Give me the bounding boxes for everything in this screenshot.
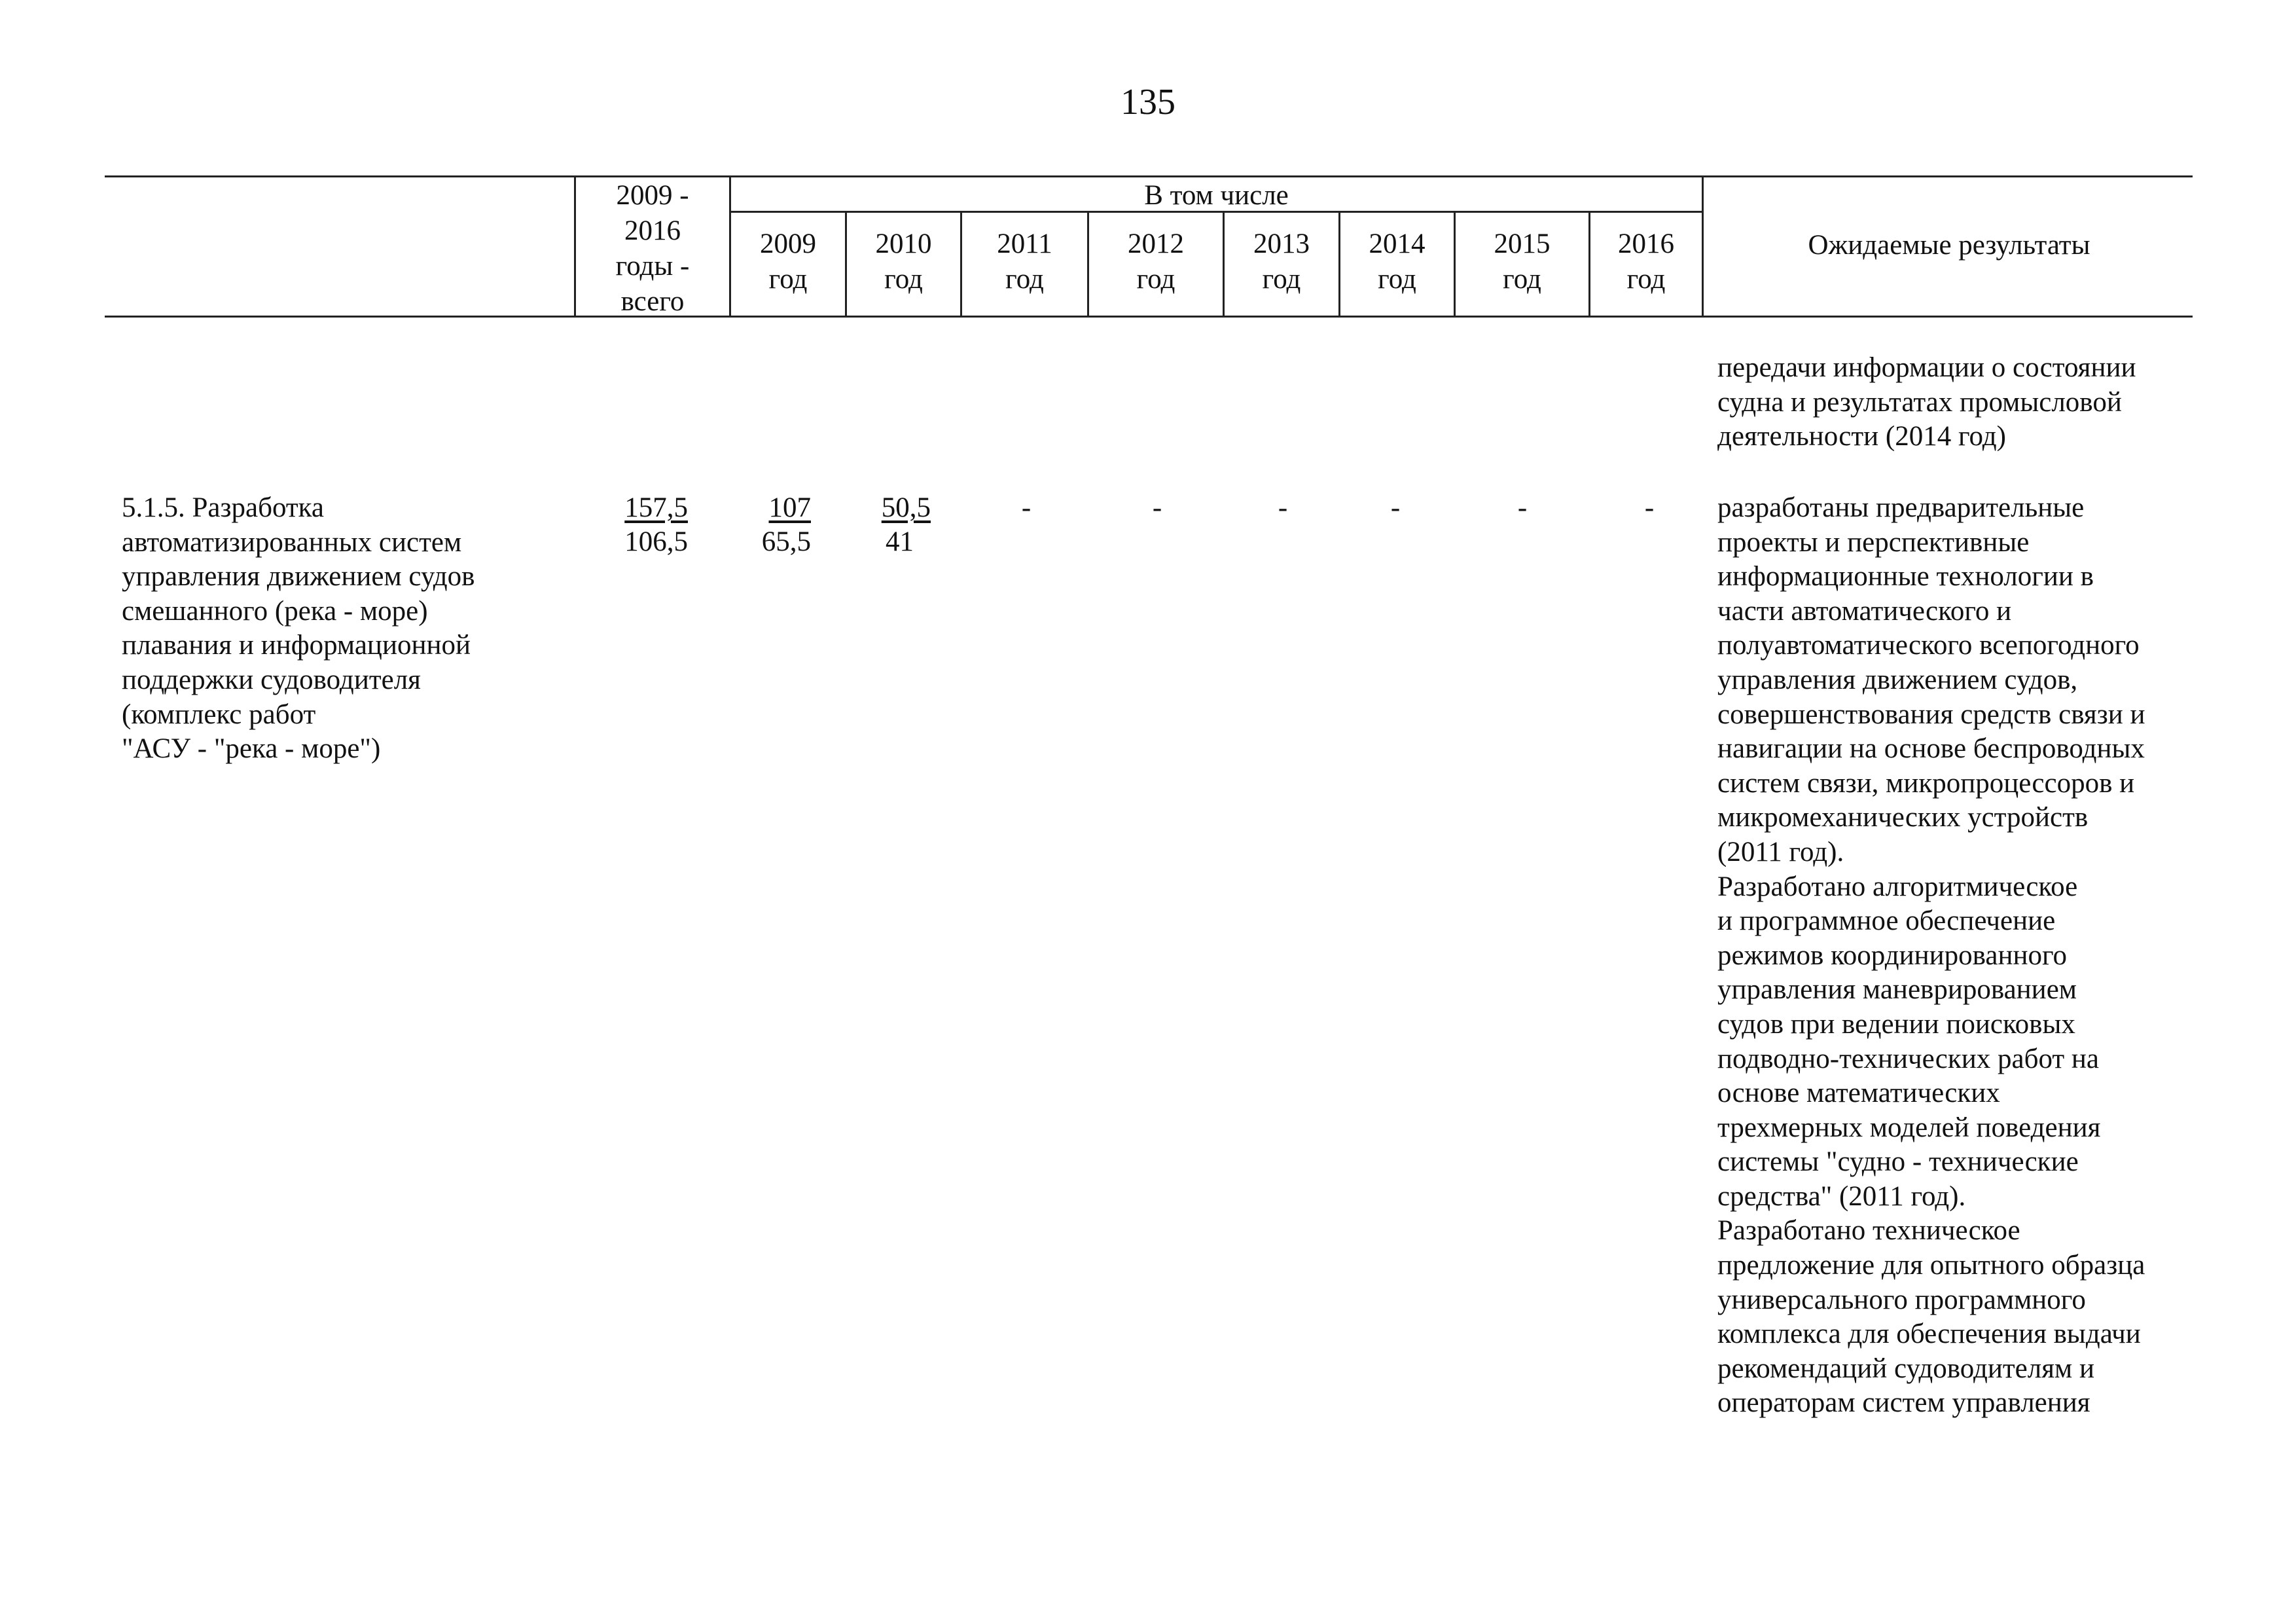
total-federal-value: 157,5: [624, 492, 688, 523]
measure-title: 5.1.5. Разработка автоматизированных систем управления движением судов смешанного (река - море) плавания и информационной поддержки судоводителя (комплекс работ "АСУ - "река - море"): [122, 492, 475, 765]
year-unit: год: [1136, 264, 1175, 295]
y2011-dash: -: [1021, 492, 1031, 523]
year-value: 2011: [997, 228, 1052, 259]
y2014-dash: -: [1390, 492, 1401, 523]
expected-results: разработаны предварительные проекты и перспективные информационные технологии в части автоматического и полуавтоматического всепогодного управления движением судов, совершенствования средств связи и навигации на основе беспроводных систем связи, микропроцессоров и микромеханических устройств (2011 год). Разработано алгоритмическое и программное обеспечение режимов координированного управления маневрированием судов при ведении поисковых подводно-технических работ на основе математических трехмерных моделей поведения системы "судно - технические средства" (2011 год). Разработано техническое предложение для опытного образца универсального программного комплекса для обеспечения выдачи рекомендаций судоводителям и операторам систем управления: [1717, 492, 2145, 1419]
y2010-federal-value: 50,5: [881, 492, 931, 523]
results-header: Ожидаемые результаты: [1808, 230, 2090, 261]
total-header: 2009 - 2016 годы - всего: [615, 180, 690, 317]
y2013-dash: -: [1278, 492, 1288, 523]
page-number: 135: [1121, 82, 1175, 122]
y2009-federal-value: 107: [768, 492, 811, 523]
y2009-secondary-value: 65,5: [761, 526, 811, 557]
year-header-2011: [962, 227, 1087, 297]
y2015-dash: -: [1517, 492, 1528, 523]
including-header: В том числе: [1144, 180, 1289, 211]
year-header-2012: [1089, 227, 1223, 297]
year-value: 2010: [875, 228, 932, 259]
year-unit: год: [768, 264, 808, 295]
year-header-2016: [1590, 227, 1702, 297]
year-unit: год: [1378, 264, 1416, 295]
results-continuation: передачи информации о состоянии судна и результатах промысловой деятельности (2014 год): [1717, 352, 2136, 452]
year-value: 2012: [1128, 228, 1184, 259]
total-secondary-value: 106,5: [624, 526, 688, 557]
year-value: 2013: [1253, 228, 1310, 259]
year-header-2013: [1225, 227, 1338, 297]
y2012-dash: -: [1152, 492, 1162, 523]
year-header-2009: [731, 227, 845, 297]
table-top-rule: [105, 175, 2193, 177]
year-unit: год: [884, 264, 923, 295]
y2016-dash: -: [1644, 492, 1655, 523]
year-unit: год: [1262, 264, 1301, 295]
year-unit: год: [1503, 264, 1541, 295]
year-value: 2014: [1369, 228, 1426, 259]
year-unit: год: [1005, 264, 1044, 295]
y2010-secondary-value: 41: [886, 526, 914, 557]
year-unit: год: [1626, 264, 1666, 295]
year-header-2014: [1340, 227, 1454, 297]
year-header-2015: [1456, 227, 1588, 297]
table-header-bottom-rule: [105, 316, 2193, 318]
year-value: 2015: [1494, 228, 1551, 259]
year-value: 2009: [760, 228, 816, 259]
year-value: 2016: [1618, 228, 1674, 259]
year-header-2010: [847, 227, 960, 297]
